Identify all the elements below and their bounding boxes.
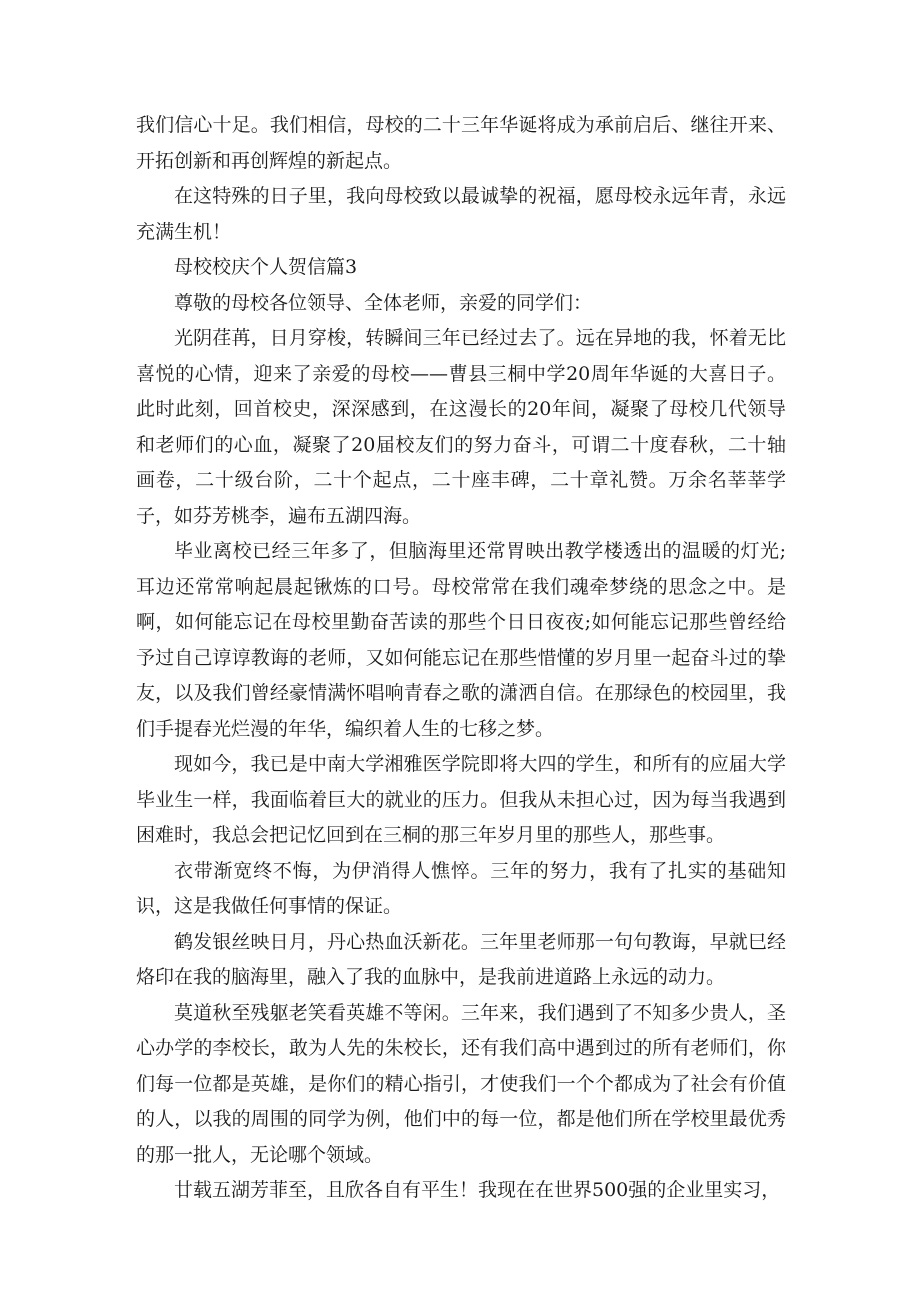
paragraph: 廿载五湖芳菲至，且欣各自有平生！我现在在世界500强的企业里实习， (174, 1179, 781, 1201)
paragraph: 现如今，我已是中南大学湘雅医学院即将大四的学生，和所有的应届大学毕业生一样，我面临着巨大的就业的压力。但我从未担心过，因为每当我遇到困难时，我总会把记忆回到在三桐的那三年岁月里的那些人，那些事。 (136, 753, 786, 846)
section-heading: 母校校庆个人贺信篇3 (174, 256, 358, 278)
paragraph: 我们信心十足。我们相信，母校的二十三年华诞将成为承前启后、继往开来、开拓创新和再创辉煌的新起点。 (136, 114, 786, 172)
paragraph: 光阴荏苒，日月穿梭，转瞬间三年已经过去了。远在异地的我，怀着无比喜悦的心情，迎来了亲爱的母校——曹县三桐中学20周年华诞的大喜日子。此时此刻，回首校史，深深感到，在这漫长的20年间，凝聚了母校几代领导和老师们的心血，凝聚了20届校友们的努力奋斗，可谓二十度春秋，二十轴画卷，二十级台阶，二十个起点，二十座丰碑，二十章礼赞。万余名莘莘学子，如芬芳桃李，遍布五湖四海。 (136, 327, 786, 527)
paragraph: 在这特殊的日子里，我向母校致以最诚挚的祝福，愿母校永远年青，永远充满生机！ (136, 185, 786, 243)
salutation: 尊敬的母校各位领导、全体老师，亲爱的同学们： (174, 291, 593, 314)
document-body (136, 108, 786, 1209)
paragraph: 毕业离校已经三年多了，但脑海里还常胃映出教学楼透出的温暖的灯光;耳边还常常响起晨起锹炼的口号。母校常常在我们魂牵梦绕的思念之中。是啊，如何能忘记在母校里勤奋苦读的那些个日日夜夜;如何能忘记那些曾经给予过自己谆谆教诲的老师，又如何能忘记在那些惜懂的岁月里一起奋斗过的挚友，以及我们曾经豪情满怀唱响青春之歌的潇洒自信。在那绿色的校园里，我们手提春光烂漫的年华，编织着人生的七移之梦。 (136, 540, 786, 740)
paragraph: 衣带渐宽终不悔，为伊消得人憔悴。三年的努力，我有了扎实的基础知识，这是我做任何事情的保证。 (136, 859, 786, 917)
paragraph: 鹤发银丝映日月，丹心热血沃新花。三年里老师那一句句教诲，早就巳经烙印在我的脑海里，融入了我的血脉中，是我前进道路上永远的动力。 (136, 930, 786, 988)
paragraph: 莫道秋至残躯老笑看英雄不等闲。三年来，我们遇到了不知多少贵人，圣心办学的李校长，敢为人先的朱校长，还有我们高中遇到过的所有老师们，你们每一位都是英雄，是你们的精心指引，才使我们一个个都成为了社会有价值的人，以我的周围的同学为例，他们中的每一位，都是他们所在学校里最优秀的那一批人，无论哪个领域。 (136, 1001, 786, 1166)
